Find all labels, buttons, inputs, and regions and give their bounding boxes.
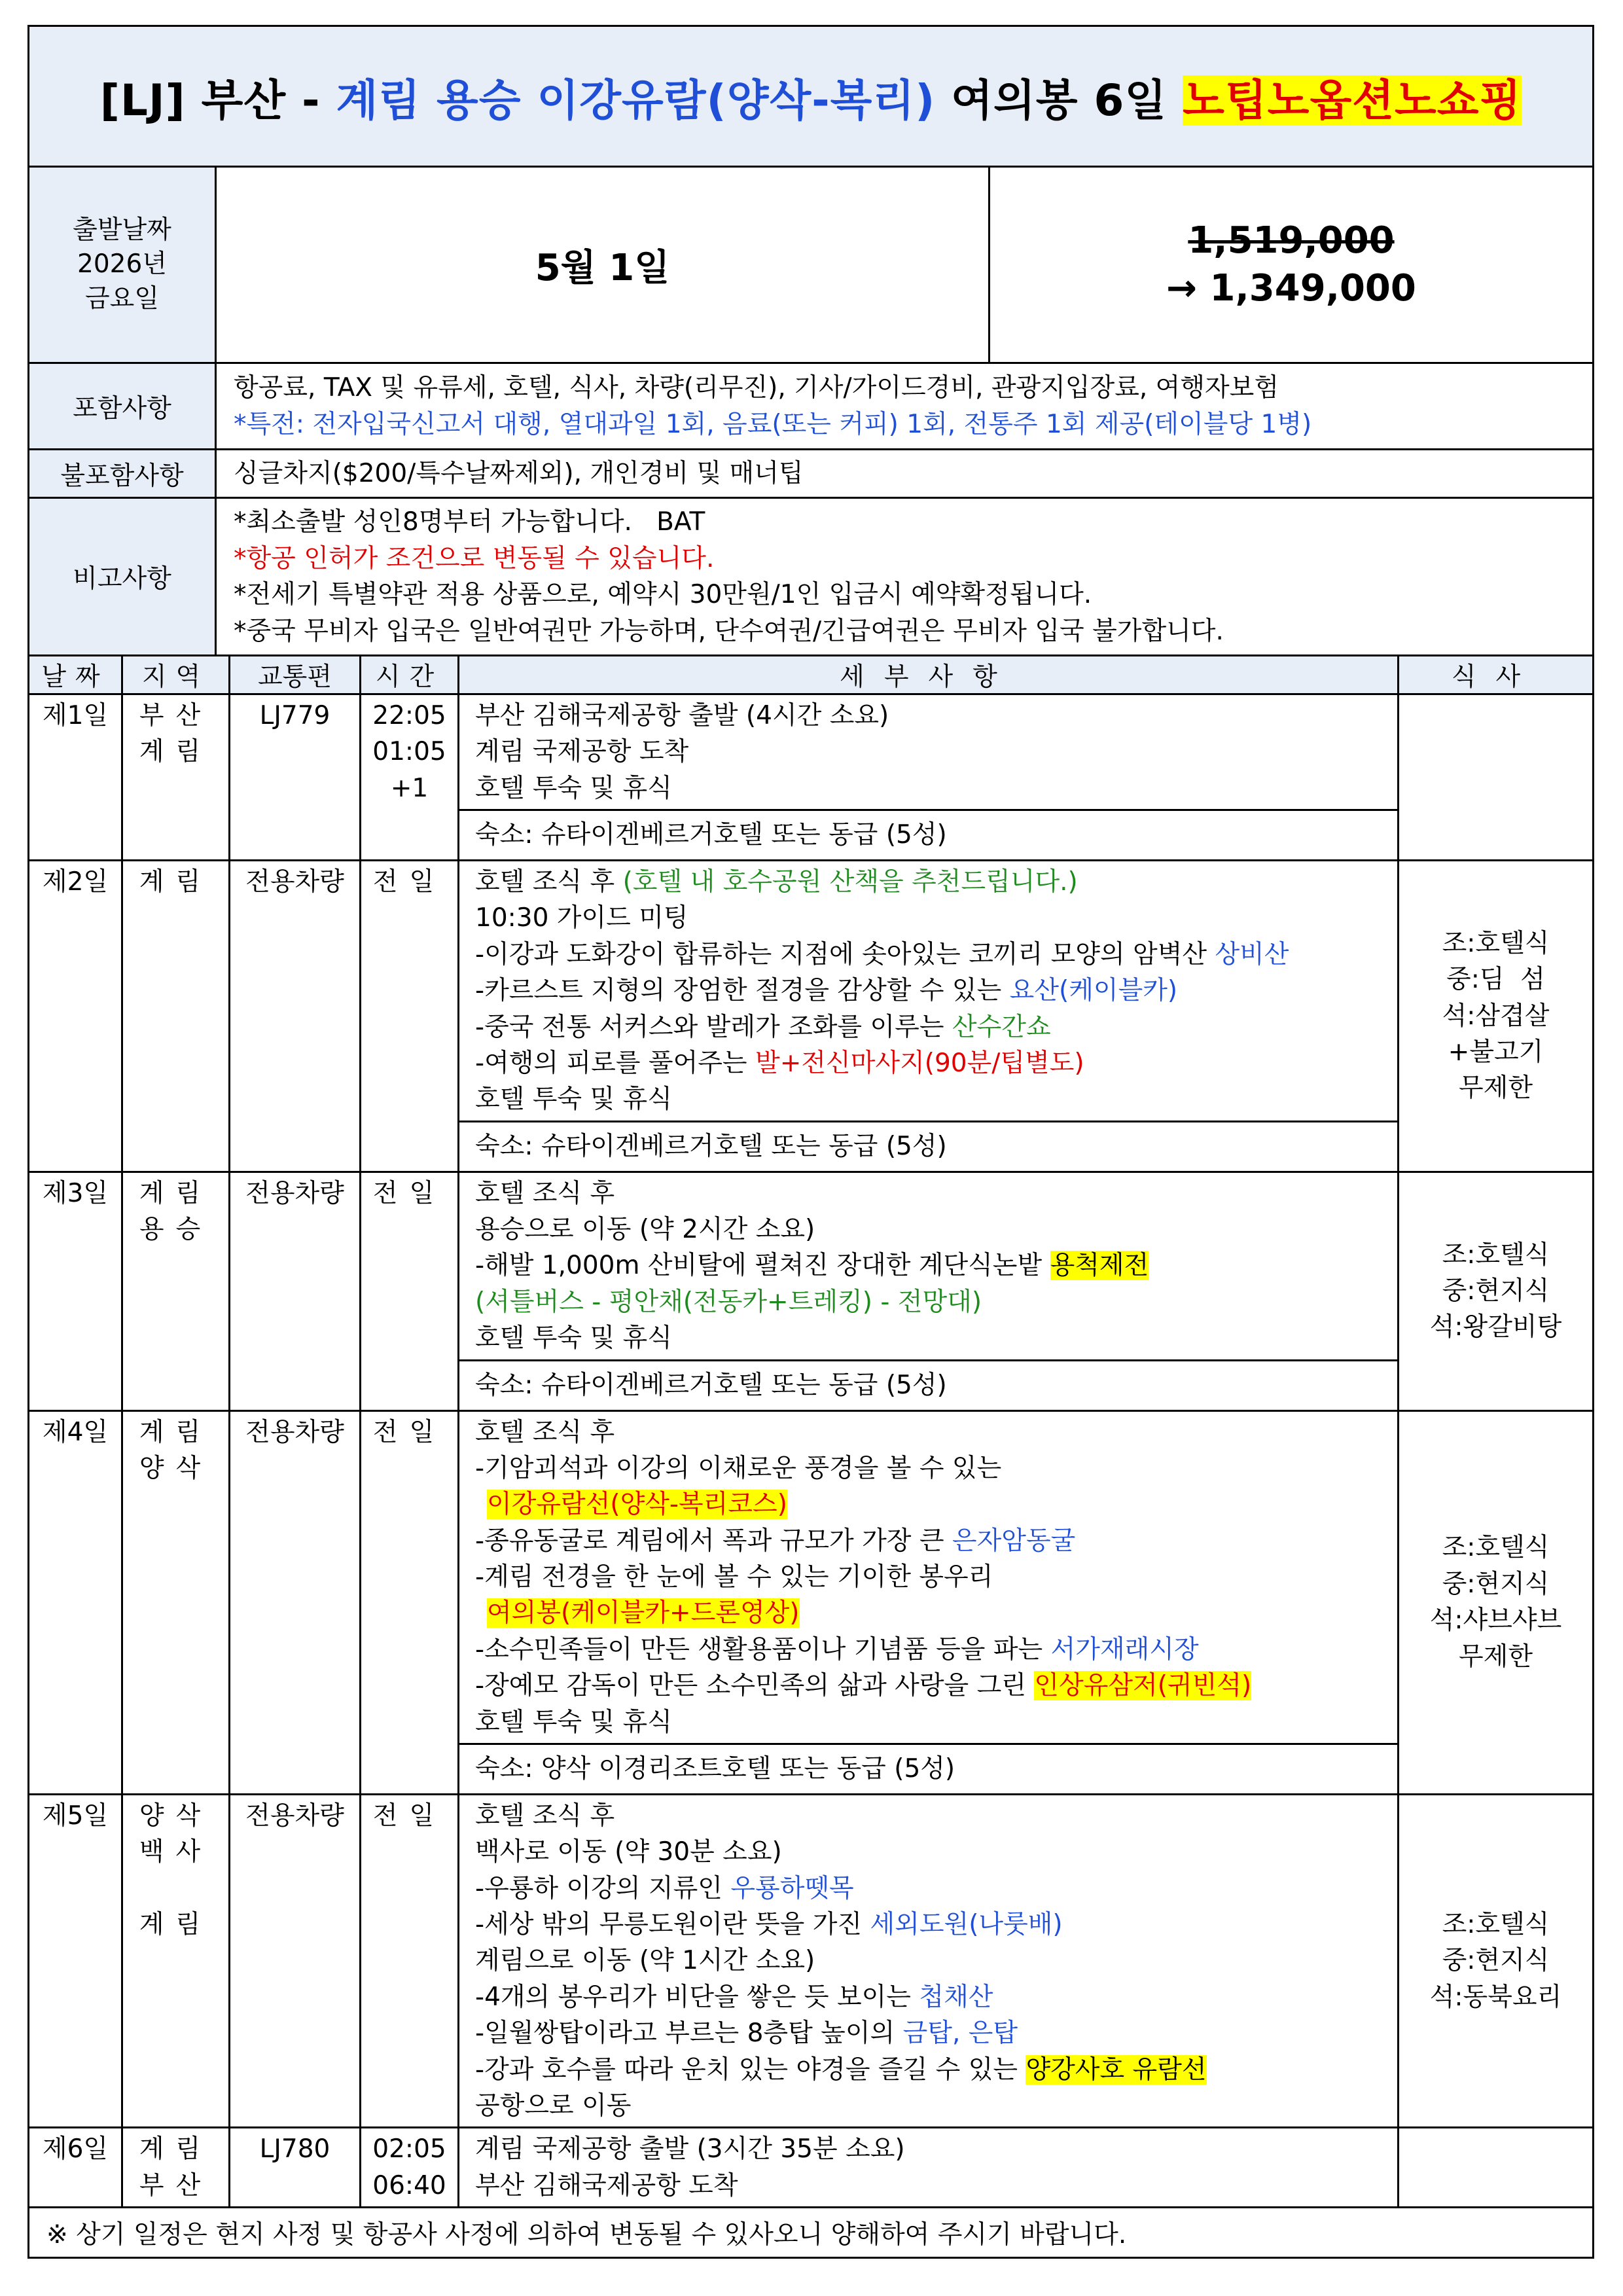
day6-label: 제6일: [29, 2128, 122, 2208]
title-table: [27, 25, 1594, 168]
notes-content: *최소출발 성인8명부터 가능합니다. BAT *항공 인허가 조건으로 변동될 수 있습니다. *전세기 특별약관 적용 상품으로, 예약시 30만원/1인 입금시 예약확정됩니다. *중국 무비자 입국은 일반여권만 가능하며, 단수여권/긴급여권은 무비자 입국 불가합니다.: [216, 498, 1594, 656]
day3-meal: 조:호텔식 중:현지식 석:왕갈비탕: [1399, 1172, 1594, 1410]
excluded-content: 싱글차지($200/특수날짜제외), 개인경비 및 매너팁: [216, 450, 1594, 498]
day4-meal: 조:호텔식 중:현지식 석:샤브샤브 무제한: [1399, 1410, 1594, 1794]
price-discounted: → 1,349,000: [1166, 266, 1416, 310]
day3-region: 계림 용승: [122, 1172, 230, 1410]
day6-detail: 계림 국제공항 출발 (3시간 35분 소요) 부산 김해국제공항 도착: [459, 2128, 1399, 2208]
title-badge: 노팁노옵션노쇼핑: [1183, 75, 1522, 126]
day2-meal: 조:호텔식 중:딤 섬 석:삼겹살 +불고기 무제한: [1399, 861, 1594, 1172]
included-content: 항공료, TAX 및 유류세, 호텔, 식사, 차량(리무진), 기사/가이드경비, 관광지입장료, 여행자보험 *특전: 전자입국신고서 대행, 열대과일 1회, 음료(또는 커피) 1회, 전통주 1회 제공(테이블당 1병): [216, 363, 1594, 450]
day2-time: 전일: [361, 861, 459, 1172]
day1-transport: LJ779: [230, 694, 361, 860]
col-time: 시간: [361, 655, 459, 694]
schedule-header: [29, 655, 1594, 694]
day2-transport: 전용차량: [230, 861, 361, 1172]
day6-time: 02:05 06:40: [361, 2128, 459, 2208]
day3-row: [29, 1172, 1594, 1360]
day4-row: [29, 1410, 1594, 1744]
day6-transport: LJ780: [230, 2128, 361, 2208]
departure-date: 5월 1일: [216, 167, 990, 363]
title-route: 계림 용승 이강유람(양삭-복리): [336, 75, 936, 126]
day2-hotel: 숙소: 슈타이겐베르거호텔 또는 동급 (5성): [459, 1121, 1399, 1172]
footer-note: ※ 상기 일정은 현지 사정 및 항공사 사정에 의하여 변동될 수 있사오니 양해하여 주시기 바랍니다.: [29, 2208, 1594, 2258]
day1-region: 부산 계림: [122, 694, 230, 860]
col-meal: 식사: [1399, 655, 1594, 694]
day4-time: 전일: [361, 1410, 459, 1794]
day3-hotel: 숙소: 슈타이겐베르거호텔 또는 동급 (5성): [459, 1360, 1399, 1410]
day5-time: 전일: [361, 1794, 459, 2127]
day3-transport: 전용차량: [230, 1172, 361, 1410]
title-prefix: [LJ] 부산 -: [99, 75, 336, 126]
day5-row: [29, 1794, 1594, 2127]
day1-hotel: 숙소: 슈타이겐베르거호텔 또는 동급 (5성): [459, 810, 1399, 861]
day6-region: 계림 부산: [122, 2128, 230, 2208]
day2-detail: 호텔 조식 후 (호텔 내 호수공원 산책을 추천드립니다.) 10:30 가이드 미팅 -이강과 도화강이 합류하는 지점에 솟아있는 코끼리 모양의 암벽산 상비산 -카르스트 지형의 장엄한 절경을 감상할 수 있는 요산(케이블카) -중국 전통 서커스와 발레가 조화를 이루는 산수간쇼 -여행의 피로를 풀어주는 발+전신마사지(90분/팁별도) 호텔 투숙 및 휴식: [459, 861, 1399, 1122]
info-table: [27, 362, 1594, 656]
day1-time: 22:05 01:05 +1: [361, 694, 459, 860]
day1-label: 제1일: [29, 694, 122, 860]
included-label: 포함사항: [29, 363, 216, 450]
day5-meal: 조:호텔식 중:현지식 석:동북요리: [1399, 1794, 1594, 2127]
day4-hotel: 숙소: 양삭 이경리조트호텔 또는 동급 (5성): [459, 1744, 1399, 1794]
col-transport: 교통편: [230, 655, 361, 694]
day1-row: [29, 694, 1594, 810]
col-day: 날짜: [29, 655, 122, 694]
day5-detail: 호텔 조식 후 백사로 이동 (약 30분 소요) -우룡하 이강의 지류인 우룡하뗏목 -세상 밖의 무릉도원이란 뜻을 가진 세외도원(나룻배) 계림으로 이동 (약 1시간 소요) -4개의 봉우리가 비단을 쌓은 듯 보이는 첩채산 -일월쌍탑이라고 부르는 8층탑 높이의 금탑, 은탑 -강과 호수를 따라 운치 있는 야경을 즐길 수 있는 양강사호 유람선 공항으로 이동: [459, 1794, 1399, 2127]
itinerary-sheet: [27, 25, 1594, 2259]
price-box: [990, 167, 1594, 363]
day5-label: 제5일: [29, 1794, 122, 2127]
day4-detail: 호텔 조식 후 -기암괴석과 이강의 이채로운 풍경을 볼 수 있는 이강유람선(양삭-복리코스) -종유동굴로 계림에서 폭과 규모가 가장 큰 은자암동굴 -계림 전경을 한 눈에 볼 수 있는 기이한 봉우리 여의봉(케이블카+드론영상) -소수민족들이 만든 생활용품이나 기념품 등을 파는 서가재래시장 -장예모 감독이 만든 소수민족의 삶과 사랑을 그린 인상유삼저(귀빈석) 호텔 투숙 및 휴식: [459, 1410, 1399, 1744]
price-original: 1,519,000: [1188, 219, 1395, 262]
departure-label: 출발날짜 2026년 금요일: [29, 167, 216, 363]
day4-transport: 전용차량: [230, 1410, 361, 1794]
day2-region: 계림: [122, 861, 230, 1172]
day5-region: 양삭 백사 계림: [122, 1794, 230, 2127]
notes-label: 비고사항: [29, 498, 216, 656]
day2-label: 제2일: [29, 861, 122, 1172]
day2-row: [29, 861, 1594, 1122]
day3-time: 전일: [361, 1172, 459, 1410]
day1-detail: 부산 김해국제공항 출발 (4시간 소요) 계림 국제공항 도착 호텔 투숙 및 휴식: [459, 694, 1399, 810]
departure-table: [27, 166, 1594, 364]
day3-label: 제3일: [29, 1172, 122, 1410]
col-detail: 세부사항: [459, 655, 1399, 694]
day6-row: [29, 2128, 1594, 2208]
day6-meal: [1399, 2128, 1594, 2208]
notes-warning: *항공 인허가 조건으로 변동될 수 있습니다.: [234, 543, 715, 573]
day4-label: 제4일: [29, 1410, 122, 1794]
col-region: 지역: [122, 655, 230, 694]
day5-transport: 전용차량: [230, 1794, 361, 2127]
title-suffix: 여의봉 6일: [935, 75, 1183, 126]
page-title: [29, 26, 1594, 167]
day4-region: 계림 양삭: [122, 1410, 230, 1794]
day3-detail: 호텔 조식 후 용승으로 이동 (약 2시간 소요) -해발 1,000m 산비탈에 펼쳐진 장대한 계단식논밭 용척제전 (셔틀버스 - 평안채(전동카+트레킹) - 전망대) 호텔 투숙 및 휴식: [459, 1172, 1399, 1360]
excluded-label: 불포함사항: [29, 450, 216, 498]
included-bonus: *특전: 전자입국신고서 대행, 열대과일 1회, 음료(또는 커피) 1회, 전통주 1회 제공(테이블당 1병): [234, 409, 1312, 439]
schedule-table: [27, 655, 1594, 2259]
day1-meal: [1399, 694, 1594, 860]
